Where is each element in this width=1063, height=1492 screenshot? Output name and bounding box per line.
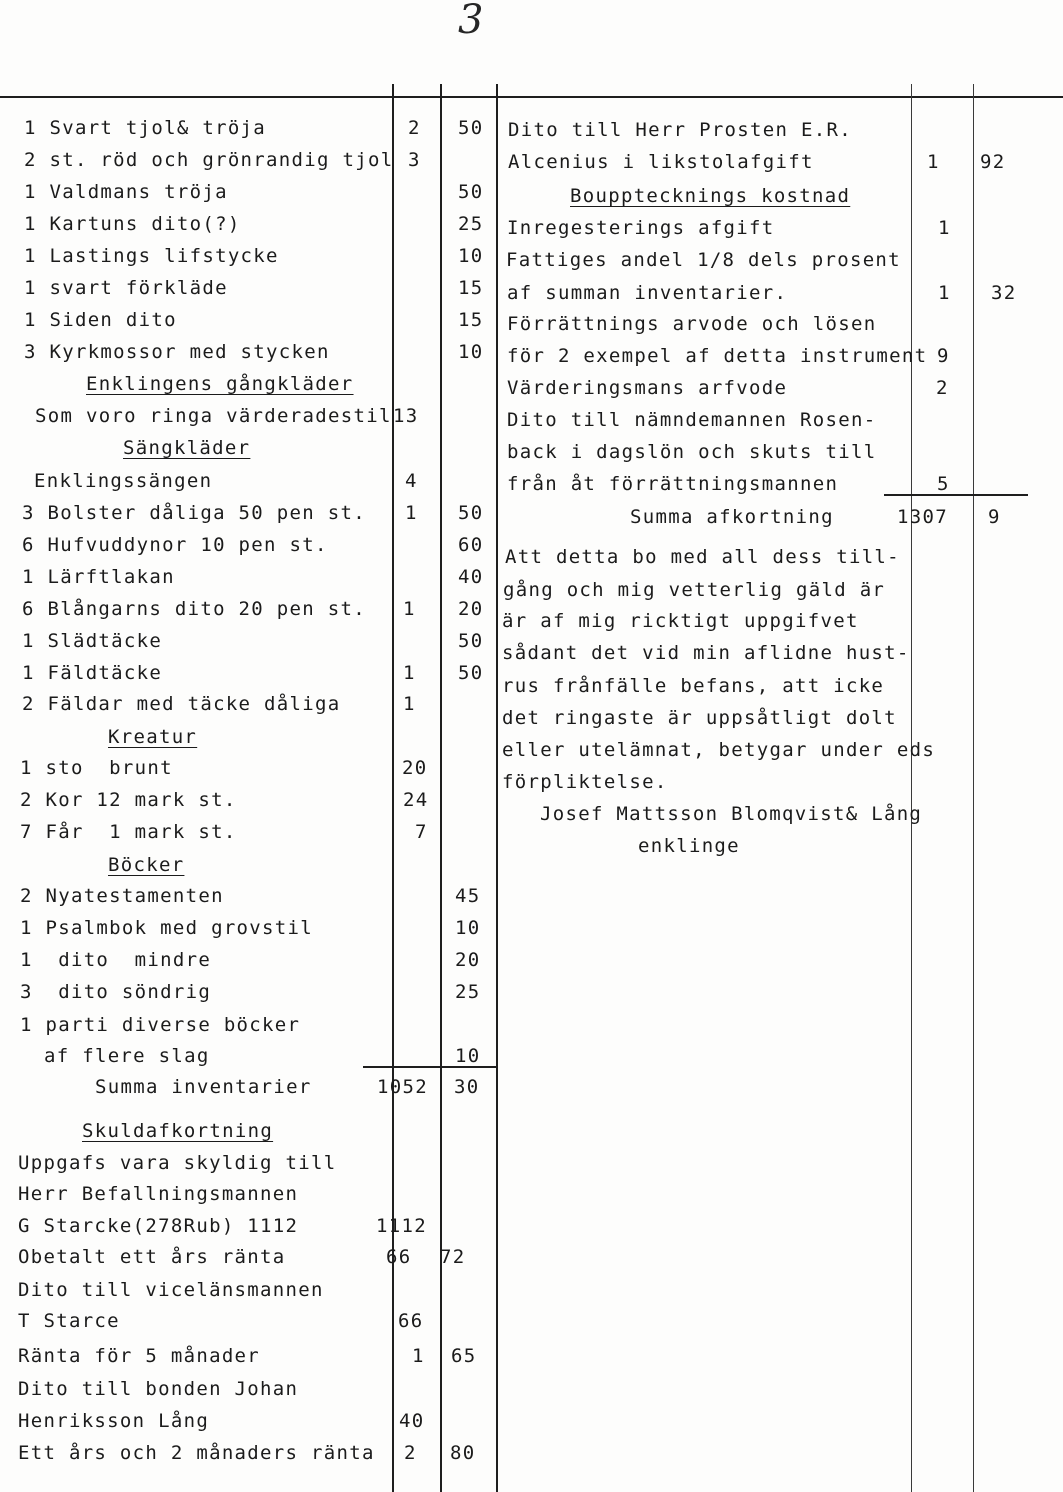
inventory-item: 6 Blångarns dito 20 pen st. <box>22 598 366 620</box>
inventory-total-label: Summa inventarier <box>95 1076 312 1098</box>
section-heading: Boupptecknings kostnad <box>570 185 851 207</box>
ore-value: 50 <box>458 117 484 139</box>
ore-value: 25 <box>455 981 481 1003</box>
kr-value: 1 <box>403 598 416 620</box>
right-ore-column-rule <box>973 84 974 1492</box>
ore-value: 65 <box>451 1345 477 1367</box>
inventory-item: 1 Slädtäcke <box>22 630 163 652</box>
ore-value: 50 <box>458 181 484 203</box>
ore-value: 92 <box>980 151 1006 173</box>
section-heading: Kreatur <box>108 726 198 748</box>
declaration-line: det ringaste är uppsåtligt dolt <box>502 707 897 729</box>
page-number: 3 <box>458 0 484 43</box>
section-heading: Sängkläder <box>123 437 251 459</box>
ore-value: 10 <box>458 245 484 267</box>
cost-line: Förrättnings arvode och lösen <box>507 313 877 335</box>
inventory-item: 1 Psalmbok med grovstil <box>20 917 313 939</box>
kr-value: 1112 <box>376 1215 427 1237</box>
inventory-item: Enklingssängen <box>34 470 213 492</box>
ore-value: 25 <box>458 213 484 235</box>
cost-line: Värderingsmans arfvode <box>507 377 788 399</box>
inventory-item: Som voro ringa värderadestil <box>35 405 392 427</box>
kr-value: 24 <box>403 789 429 811</box>
kr-value: 1 <box>927 151 940 173</box>
inventory-total-ore: 30 <box>454 1076 480 1098</box>
kr-value: 2 <box>936 377 949 399</box>
cost-line: för 2 exempel af detta instrument <box>507 345 928 367</box>
inventory-item: 2 Kor 12 mark st. <box>20 789 237 811</box>
inventory-item: 1 Svart tjol& tröja <box>24 117 267 139</box>
ore-value: 10 <box>455 1045 481 1067</box>
ore-value: 40 <box>458 566 484 588</box>
inventory-item: 2 st. röd och grönrandig tjol <box>24 149 394 171</box>
ore-value: 80 <box>450 1442 476 1464</box>
kr-value: 1 <box>403 693 416 715</box>
inventory-item: 1 Kartuns dito(?) <box>24 213 241 235</box>
cost-line: Dito till nämndemannen Rosen- <box>507 409 877 431</box>
afkortning-total-label: Summa afkortning <box>630 506 834 528</box>
declaration-line: är af mig ricktigt uppgifvet <box>502 610 859 632</box>
ore-value: 10 <box>458 341 484 363</box>
afkortning-total-rule <box>884 494 1028 496</box>
declaration-line: eller utelämnat, betygar under eds <box>502 739 936 761</box>
inventory-item: af flere slag <box>44 1045 210 1067</box>
inventory-item: 1 Lärftlakan <box>22 566 175 588</box>
kr-value: 5 <box>937 473 950 495</box>
header-rule <box>0 96 1063 98</box>
ore-value: 32 <box>991 282 1017 304</box>
cost-line: back i dagslön och skuts till <box>507 441 877 463</box>
inventory-item: 1 parti diverse böcker <box>20 1014 301 1036</box>
kr-value: 13 <box>393 405 419 427</box>
section-divider-rule <box>496 84 498 1492</box>
kr-value: 7 <box>415 821 428 843</box>
inventory-item: 3 dito söndrig <box>20 981 212 1003</box>
ore-value: 50 <box>458 630 484 652</box>
signature-title: enklinge <box>638 835 740 857</box>
afkortning-total-kr: 1307 <box>897 506 948 528</box>
ore-column-rule <box>440 84 442 1492</box>
debt-line: Uppgafs vara skyldig till <box>18 1152 337 1174</box>
inventory-item: 1 svart förkläde <box>24 277 228 299</box>
kr-column-rule <box>392 84 394 1492</box>
inventory-item: 1 Valdmans tröja <box>24 181 228 203</box>
kr-value: 20 <box>402 757 428 779</box>
inventory-item: 1 Siden dito <box>24 309 177 331</box>
ore-value: 60 <box>458 534 484 556</box>
kr-value: 66 <box>386 1246 412 1268</box>
kr-value: 3 <box>408 149 421 171</box>
kr-value: 1 <box>412 1345 425 1367</box>
section-heading: Skuldafkortning <box>82 1120 274 1142</box>
debt-line: Ränta för 5 månader <box>18 1345 261 1367</box>
debt-line: G Starcke(278Rub) 1112 <box>18 1215 299 1237</box>
debt-line: T Starce <box>18 1310 120 1332</box>
ore-value: 50 <box>458 502 484 524</box>
kr-value: 4 <box>405 470 418 492</box>
inventory-item: 1 Fäldtäcke <box>22 662 163 684</box>
inventory-item: 3 Kyrkmossor med stycken <box>24 341 330 363</box>
cost-line: Inregesterings afgift <box>507 217 775 239</box>
section-heading: Enklingens gångkläder <box>86 373 354 395</box>
kr-value: 2 <box>408 117 421 139</box>
declaration-line: Att detta bo med all dess till- <box>505 546 900 568</box>
ore-value: 45 <box>455 885 481 907</box>
declaration-line: sådant det vid min aflidne hust- <box>502 642 910 664</box>
ore-value: 20 <box>458 598 484 620</box>
cost-line: af summan inventarier. <box>507 282 788 304</box>
kr-value: 1 <box>405 502 418 524</box>
kr-value: 1 <box>938 282 951 304</box>
debt-line: Dito till vicelänsmannen <box>18 1279 324 1301</box>
cost-line: Fattiges andel 1/8 dels prosent <box>506 249 901 271</box>
ore-value: 72 <box>440 1246 466 1268</box>
cost-line: Dito till Herr Prosten E.R. <box>508 119 852 141</box>
cost-line: Alcenius i likstolafgift <box>508 151 814 173</box>
inventory-item: 1 Lastings lifstycke <box>24 245 279 267</box>
debt-line: Obetalt ett års ränta <box>18 1246 286 1268</box>
kr-value: 1 <box>938 217 951 239</box>
right-kr-column-rule <box>911 84 912 1492</box>
inventory-item: 1 sto brunt <box>20 757 173 779</box>
kr-value: 2 <box>404 1442 417 1464</box>
inventory-item: 6 Hufvuddynor 10 pen st. <box>22 534 328 556</box>
ore-value: 15 <box>458 277 484 299</box>
ore-value: 20 <box>455 949 481 971</box>
declaration-line: rus frånfälle befans, att icke <box>502 675 885 697</box>
kr-value: 1 <box>403 662 416 684</box>
ore-value: 50 <box>458 662 484 684</box>
inventory-item: 2 Fäldar med täcke dåliga <box>22 693 341 715</box>
inventory-item: 2 Nyatestamenten <box>20 885 224 907</box>
afkortning-total-ore: 9 <box>988 506 1001 528</box>
debt-line: Henriksson Lång <box>18 1410 210 1432</box>
signature: Josef Mattsson Blomqvist& Lång <box>540 803 923 825</box>
debt-line: Herr Befallningsmannen <box>18 1183 299 1205</box>
debt-line: Dito till bonden Johan <box>18 1378 299 1400</box>
declaration-line: gång och mig vetterlig gäld är <box>503 579 886 601</box>
section-heading: Böcker <box>108 854 185 876</box>
kr-value: 40 <box>399 1410 425 1432</box>
inventory-item: 7 Får 1 mark st. <box>20 821 237 843</box>
cost-line: från åt förrättningsmannen <box>507 473 839 495</box>
inventory-item: 3 Bolster dåliga 50 pen st. <box>22 502 366 524</box>
ore-value: 10 <box>455 917 481 939</box>
inventory-total-kr: 1052 <box>377 1076 428 1098</box>
inventory-item: 1 dito mindre <box>20 949 212 971</box>
debt-line: Ett års och 2 månaders ränta <box>18 1442 375 1464</box>
kr-value: 66 <box>398 1310 424 1332</box>
kr-value: 9 <box>937 345 950 367</box>
ore-value: 15 <box>458 309 484 331</box>
declaration-line: förpliktelse. <box>502 771 668 793</box>
